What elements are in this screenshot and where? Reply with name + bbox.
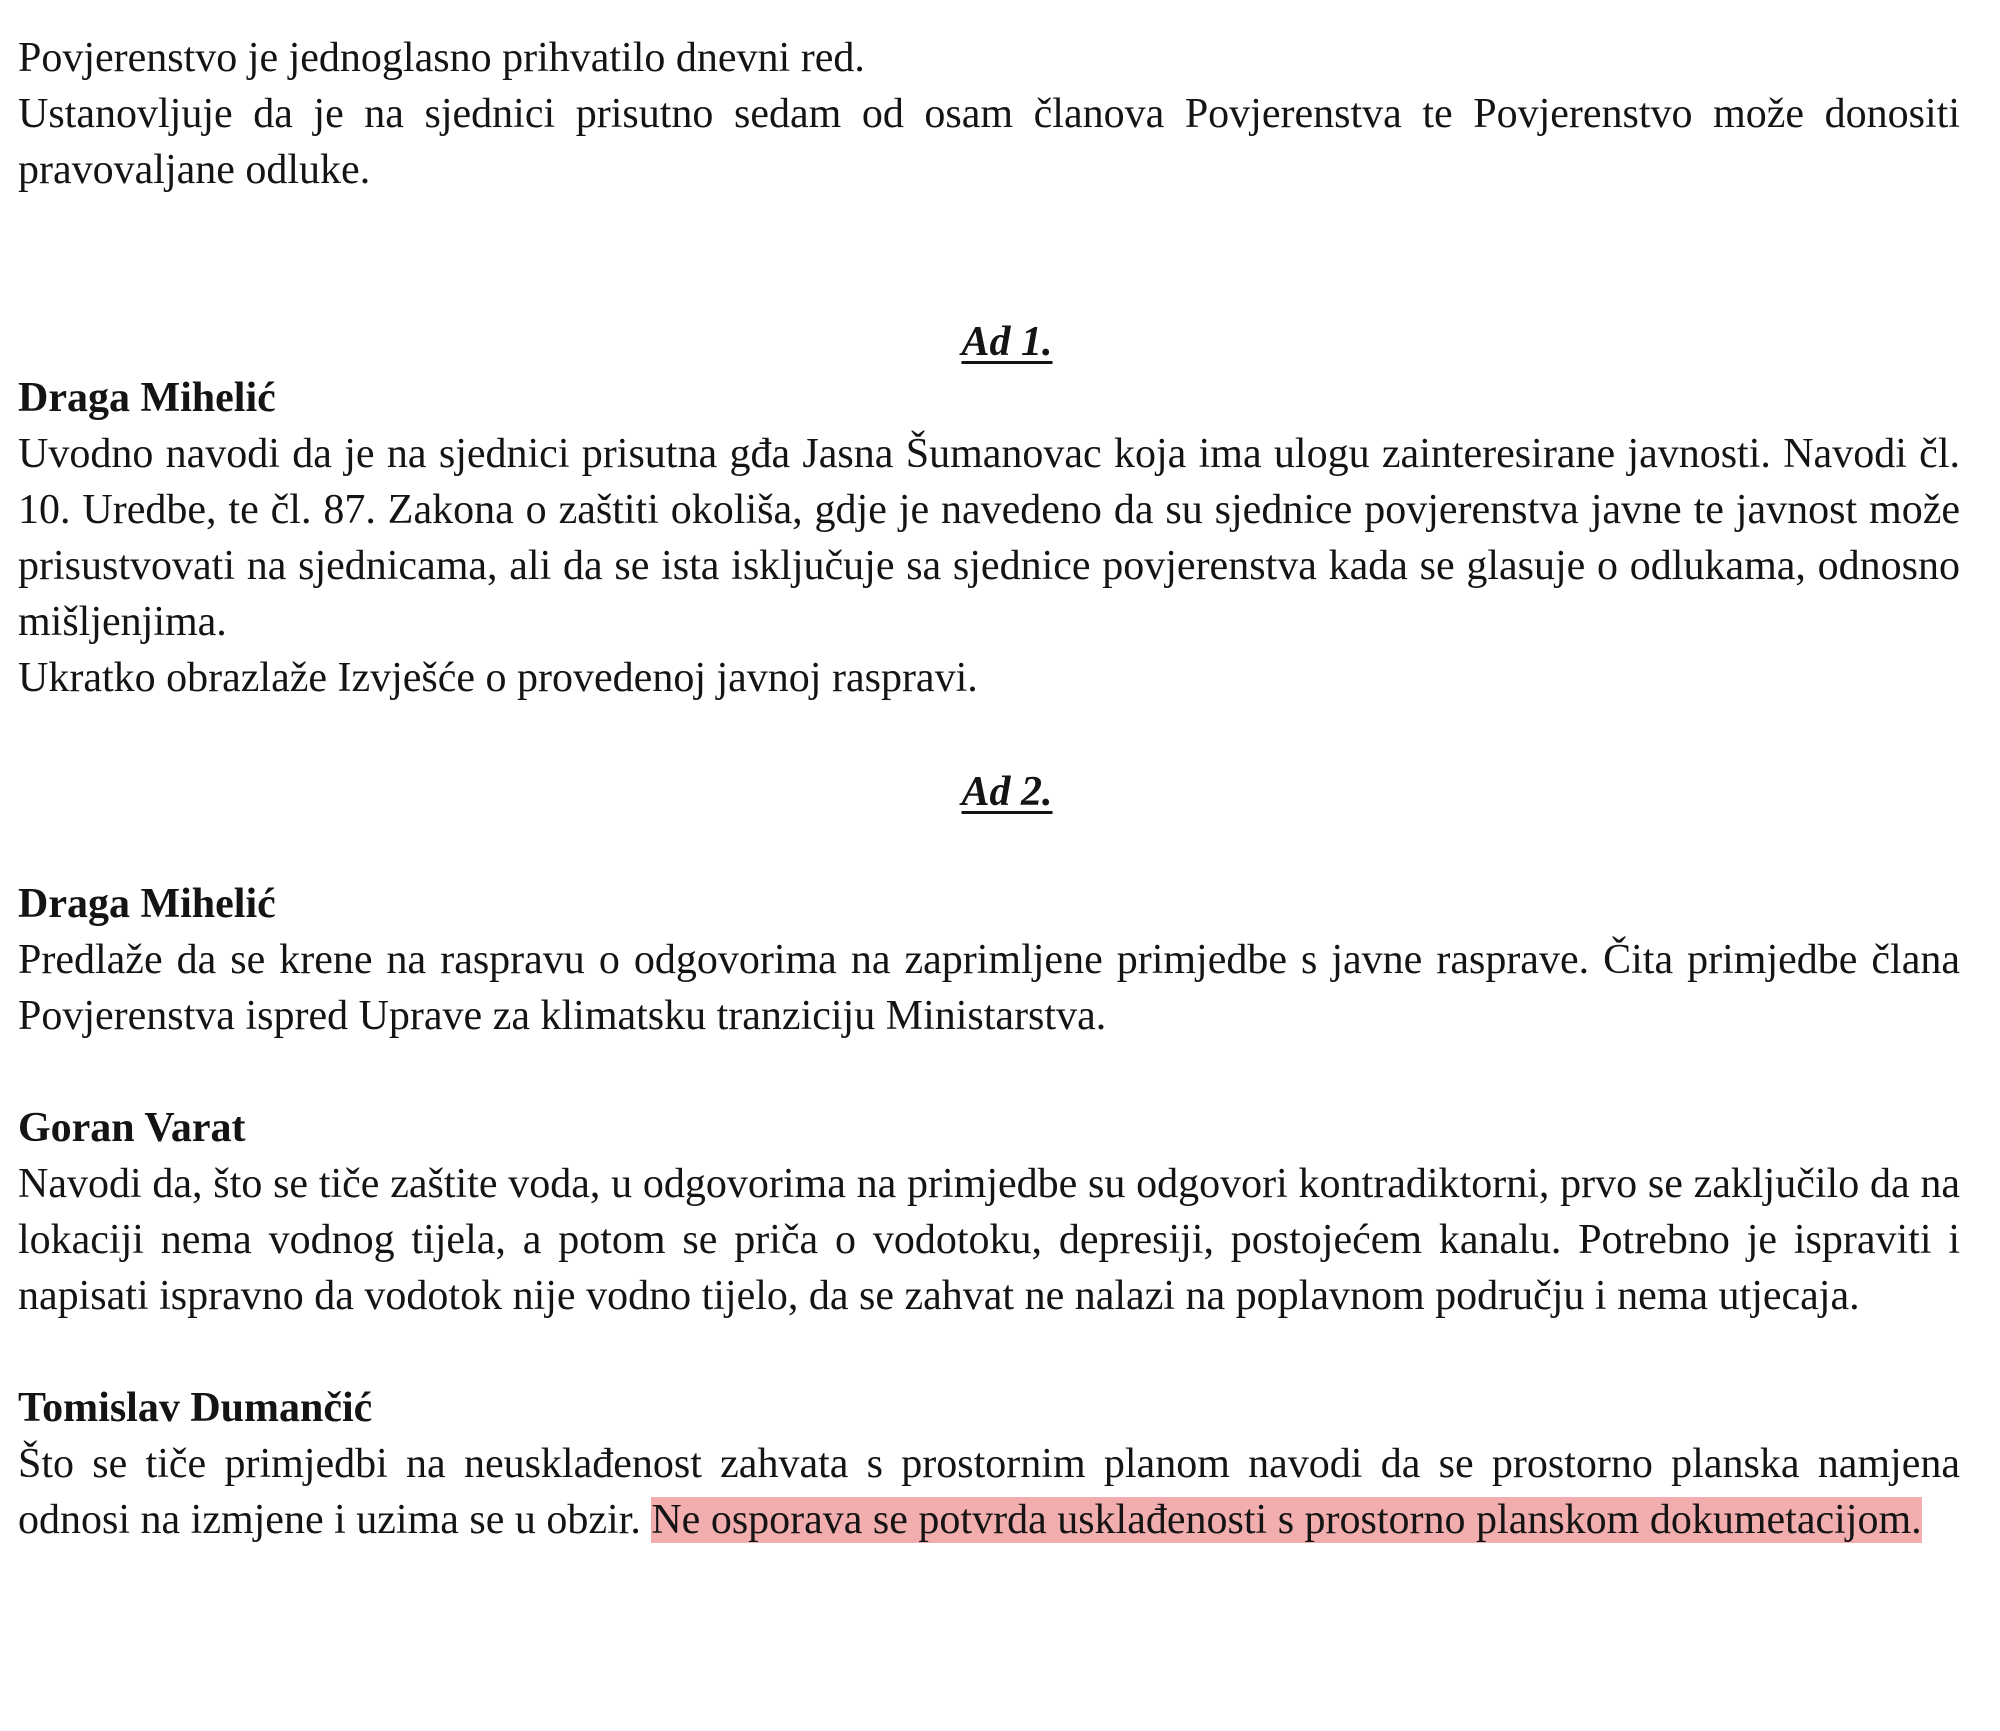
speaker-paragraph (18, 1436, 1960, 1548)
section-heading-ad1: Ad 1. (961, 319, 1053, 365)
paragraph-text: Što se tiče primjedbi na neusklađenost zahvata s prostornim planom navodi da se prostorno planska namjena odnosi na izmjene i uzima se u obzir. (18, 1441, 1960, 1543)
speaker-paragraph: Uvodno navodi da je na sjednici prisutna gđa Jasna Šumanovac koja ima ulogu zainteresirane javnosti. Navodi čl. 10. Uredbe, te čl. 87. Zakona o zaštiti okoliša, gdje je navedeno da su sjednice povjerenstva javne te javnost može prisustvovati na sjednicama, ali da se ista isključuje sa sjednice povjerenstva kada se glasuje o odlukama, odnosno mišljenjima. (18, 431, 1960, 645)
spacer (18, 198, 1960, 314)
spacer (18, 1324, 1960, 1380)
speaker-name: Draga Mihelić (18, 375, 276, 421)
speaker-name: Tomislav Dumančić (18, 1385, 373, 1431)
speaker-paragraph: Navodi da, što se tiče zaštite voda, u odgovorima na primjedbe su odgovori kontradiktorni, prvo se zaključilo da na lokaciji nema vodnog tijela, a potom se priča o vodotoku, depresiji, postojećem kanalu. Potrebno je ispraviti i napisati ispravno da vodotok nije vodno tijelo, da se zahvat ne nalazi na poplavnom području i nema utjecaja. (18, 1161, 1960, 1319)
speaker-paragraph: Predlaže da se krene na raspravu o odgovorima na zaprimljene primjedbe s javne rasprave. Čita primjedbe člana Povjerenstva ispred Uprave za klimatsku tranziciju Ministarstva. (18, 937, 1960, 1039)
document-page (18, 30, 1960, 1548)
spacer (18, 820, 1960, 876)
spacer (18, 706, 1960, 764)
speaker-paragraph: Ukratko obrazlaže Izvješće o provedenoj javnoj raspravi. (18, 655, 978, 701)
highlighted-text: Ne osporava se potvrda usklađenosti s prostorno planskom dokumetacijom. (651, 1497, 1922, 1543)
speaker-name: Goran Varat (18, 1105, 246, 1151)
spacer (18, 1044, 1960, 1100)
speaker-name: Draga Mihelić (18, 881, 276, 927)
intro-line-agenda: Povjerenstvo je jednoglasno prihvatilo dnevni red. (18, 35, 865, 81)
intro-line-quorum: Ustanovljuje da je na sjednici prisutno sedam od osam članova Povjerenstva te Povjerenstvo može donositi pravovaljane odluke. (18, 91, 1960, 193)
section-heading-ad2: Ad 2. (961, 769, 1053, 815)
